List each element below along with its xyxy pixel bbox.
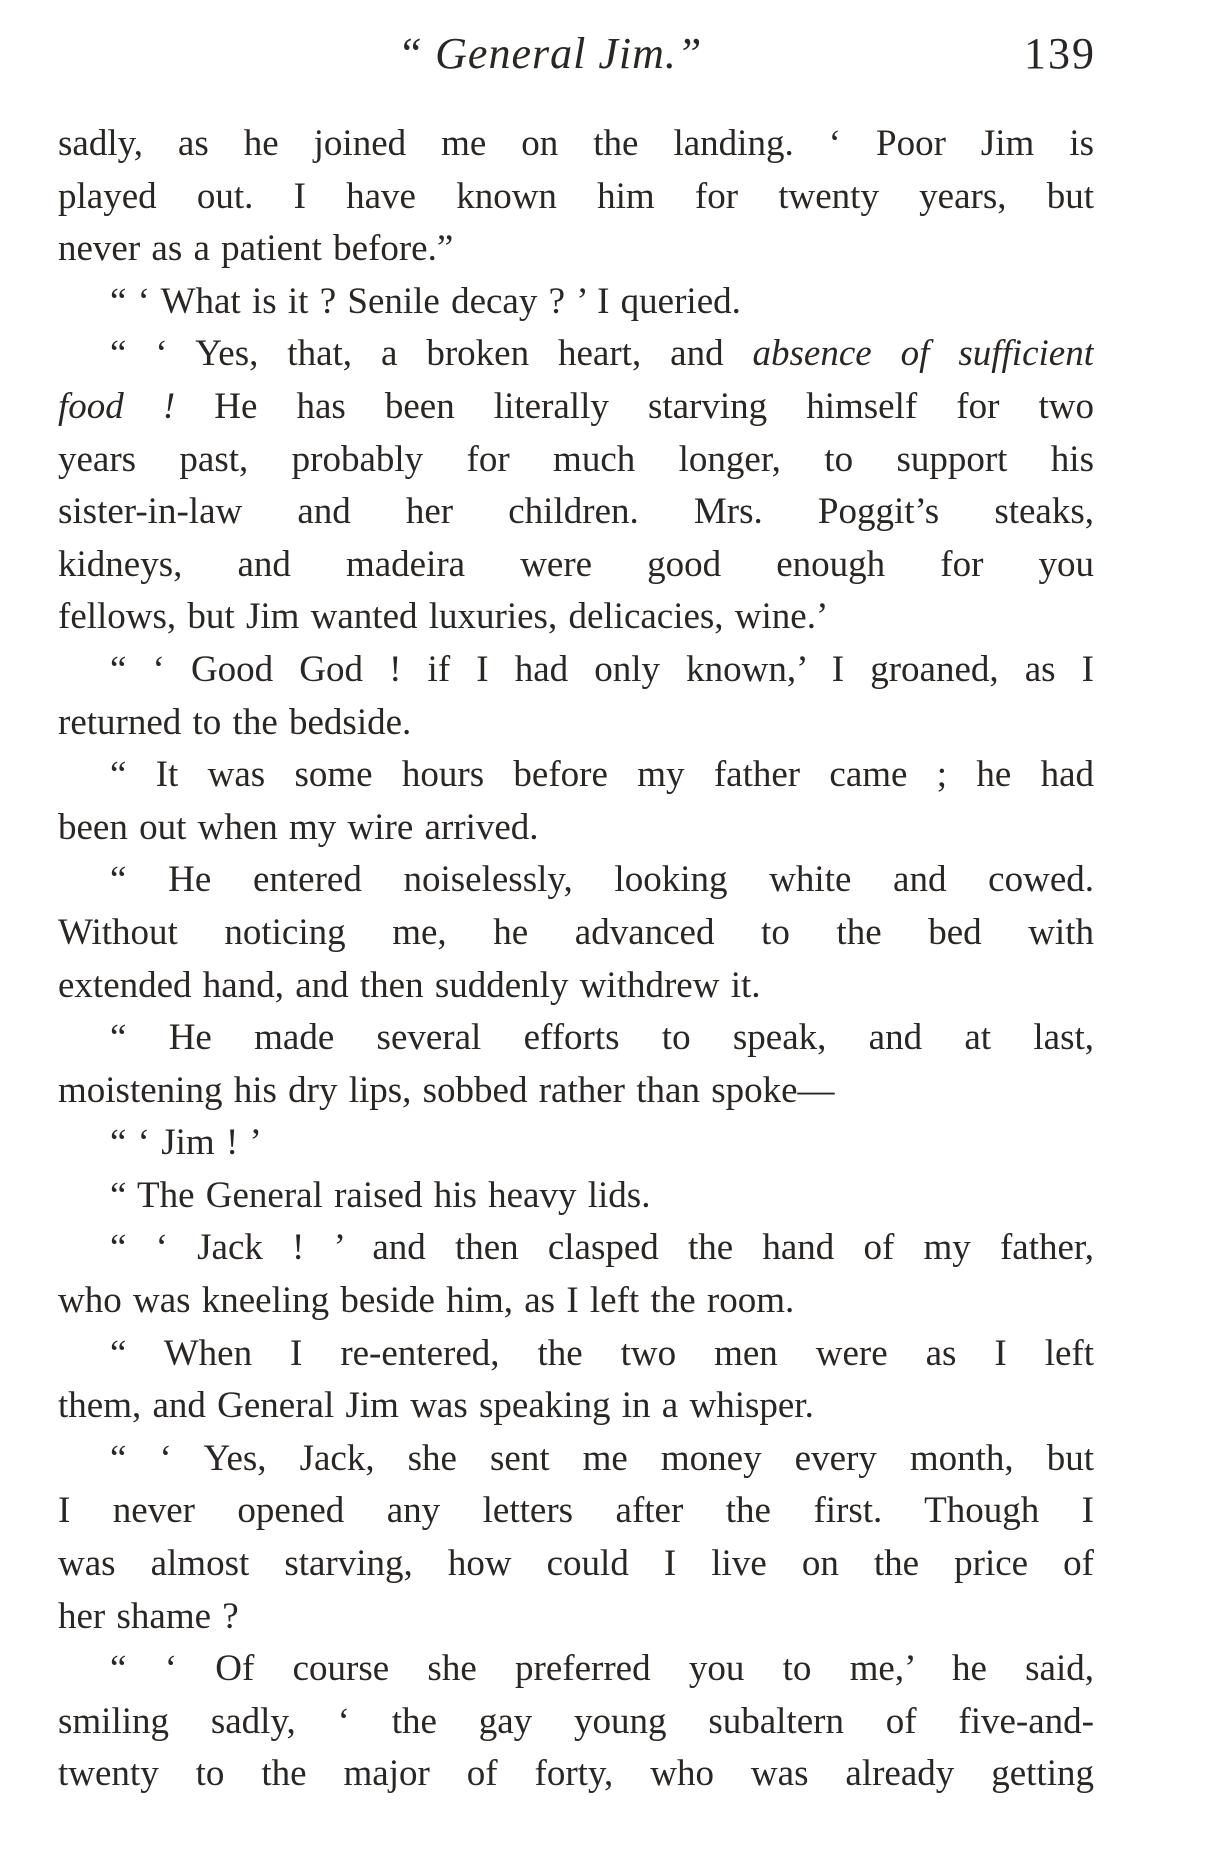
- text-line: [58, 539, 1094, 592]
- line-text: “ ‘ Yes, that, a broken heart, and: [110, 333, 753, 375]
- text-line: [58, 697, 1094, 750]
- text-line: [58, 171, 1094, 224]
- line-text: them, and General Jim was speaking in a whisper.: [58, 1385, 814, 1427]
- line-text: was almost starving, how could I live on the price of: [58, 1543, 1094, 1585]
- line-text: twenty to the major of forty, who was already getting: [58, 1753, 1094, 1795]
- line-text: years past, probably for much longer, to support his: [58, 438, 1094, 480]
- text-line: [58, 328, 1094, 381]
- line-text: He has been literally starving himself for two: [175, 385, 1094, 427]
- text-line: [58, 1643, 1094, 1696]
- line-text: fellows, but Jim wanted luxuries, delicacies, wine.’: [58, 596, 829, 638]
- text-line: [58, 591, 1094, 644]
- text-line: [58, 1485, 1094, 1538]
- line-text: “ ‘ Of course she preferred you to me,’ he said,: [110, 1648, 1094, 1690]
- line-text: been out when my wire arrived.: [58, 806, 539, 848]
- italic-text: absence of sufficient: [752, 333, 1094, 375]
- line-text: “ ‘ What is it ? Senile decay ? ’ I queried.: [110, 280, 741, 322]
- text-line: [58, 960, 1094, 1013]
- body-text: [58, 118, 1094, 1801]
- line-text: “ ‘ Jack ! ’ and then clasped the hand of my father,: [110, 1227, 1094, 1269]
- running-head-title: “ General Jim.”: [397, 29, 703, 78]
- line-text: “ ‘ Jim ! ’: [110, 1122, 262, 1164]
- line-text: moistening his dry lips, sobbed rather than spoke—: [58, 1069, 835, 1111]
- line-text: Without noticing me, he advanced to the bed with: [58, 911, 1094, 953]
- line-text: “ When I re-entered, the two men were as I left: [110, 1332, 1094, 1374]
- line-text: played out. I have known him for twenty years, but: [58, 175, 1094, 217]
- text-line: [58, 118, 1094, 171]
- line-text: returned to the bedside.: [58, 701, 412, 743]
- text-line: [58, 1012, 1094, 1065]
- text-line: [58, 486, 1094, 539]
- text-line: [58, 1117, 1094, 1170]
- text-line: [58, 1170, 1094, 1223]
- text-line: [58, 1222, 1094, 1275]
- text-line: [58, 854, 1094, 907]
- text-line: [58, 1065, 1094, 1118]
- text-line: [58, 1275, 1094, 1328]
- text-line: [58, 434, 1094, 487]
- italic-text: food !: [58, 385, 176, 427]
- text-line: [58, 223, 1094, 276]
- text-line: [58, 381, 1094, 434]
- line-text: “ He made several efforts to speak, and at last,: [110, 1017, 1094, 1059]
- text-line: [58, 1748, 1094, 1801]
- line-text: sister-in-law and her children. Mrs. Poggit’s steaks,: [58, 491, 1094, 533]
- text-line: [58, 276, 1094, 329]
- line-text: her shame ?: [58, 1595, 239, 1637]
- page-number: 139: [1024, 29, 1096, 78]
- line-text: smiling sadly, ‘ the gay young subaltern of five-and-: [58, 1700, 1094, 1742]
- line-text: sadly, as he joined me on the landing. ‘ Poor Jim is: [58, 123, 1094, 164]
- line-text: “ He entered noiselessly, looking white and cowed.: [110, 859, 1094, 901]
- line-text: “ The General raised his heavy lids.: [110, 1174, 651, 1216]
- text-line: [58, 1538, 1094, 1591]
- text-line: [58, 1696, 1094, 1749]
- text-line: [58, 907, 1094, 960]
- text-line: [58, 1380, 1094, 1433]
- line-text: extended hand, and then suddenly withdrew it.: [58, 964, 761, 1006]
- text-line: [58, 1591, 1094, 1644]
- line-text: kidneys, and madeira were good enough for you: [58, 543, 1094, 585]
- line-text: I never opened any letters after the first. Though I: [58, 1490, 1094, 1532]
- text-line: [58, 644, 1094, 697]
- text-line: [58, 1433, 1094, 1486]
- line-text: “ ‘ Good God ! if I had only known,’ I groaned, as I: [110, 648, 1094, 690]
- line-text: never as a patient before.”: [58, 228, 454, 270]
- text-line: [58, 802, 1094, 855]
- text-line: [58, 749, 1094, 802]
- text-line: [58, 1328, 1094, 1381]
- line-text: “ ‘ Yes, Jack, she sent me money every month, but: [110, 1437, 1094, 1479]
- line-text: who was kneeling beside him, as I left the room.: [58, 1280, 795, 1322]
- line-text: “ It was some hours before my father came ; he had: [110, 754, 1094, 796]
